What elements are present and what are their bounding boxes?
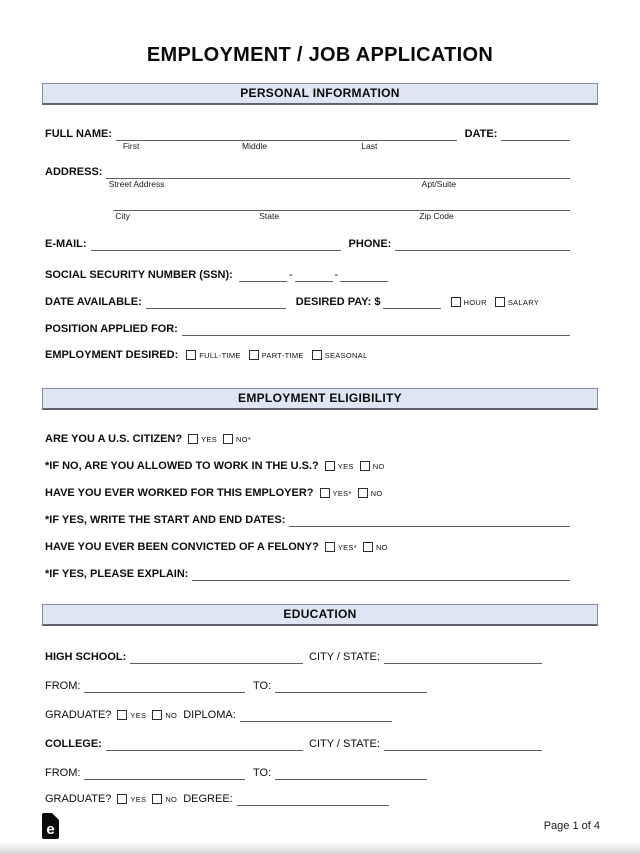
college-from-field-group — [45, 767, 245, 780]
middle-sublabel: Middle — [242, 141, 268, 151]
worked-yes-checkbox[interactable] — [320, 488, 330, 498]
hs-city-state-input-line[interactable] — [384, 651, 542, 664]
full-name-row — [45, 128, 570, 151]
zip-code-sublabel: Zip Code — [419, 211, 454, 221]
high-school-field-group — [45, 651, 303, 664]
full-name-input-line[interactable] — [116, 128, 457, 141]
date-input-line[interactable] — [501, 128, 570, 141]
ssn-dash-2: - — [334, 269, 339, 281]
salary-option — [495, 297, 539, 309]
date-available-pay-row — [45, 296, 570, 309]
us-citizen-question-label: ARE YOU A U.S. CITIZEN? — [45, 433, 183, 445]
allowed-yes-option — [325, 461, 354, 473]
allowed-no-option — [360, 461, 385, 473]
hs-to-label: TO: — [253, 680, 272, 692]
college-graduate-no-option — [152, 794, 177, 806]
college-graduate-no-label: NO — [165, 795, 178, 804]
full-time-option — [186, 350, 240, 362]
city-state-zip-field-group — [113, 198, 570, 221]
college-graduate-row — [45, 793, 570, 806]
desired-pay-input-line[interactable] — [383, 296, 441, 309]
high-school-input-line[interactable] — [130, 651, 303, 664]
date-label: DATE: — [464, 128, 498, 140]
hs-city-state-label: CITY / STATE: — [309, 651, 380, 663]
part-time-label: PART-TIME — [261, 351, 304, 360]
high-school-row — [45, 651, 570, 664]
ssn-part3-input-line[interactable] — [340, 269, 388, 282]
felony-question-label: HAVE YOU EVER BEEN CONVICTED OF A FELONY? — [45, 541, 319, 553]
phone-input-line[interactable] — [395, 238, 570, 251]
salary-label: SALARY — [507, 298, 540, 307]
full-time-checkbox[interactable] — [186, 350, 196, 360]
full-name-field-group — [116, 128, 457, 151]
personal-information-section — [0, 105, 640, 362]
felony-yes-label: YES* — [337, 543, 357, 552]
hs-from-input-line[interactable] — [84, 680, 245, 693]
college-graduate-label: GRADUATE? — [45, 793, 112, 805]
part-time-checkbox[interactable] — [249, 350, 259, 360]
citizen-yes-checkbox[interactable] — [188, 434, 198, 444]
page-title: EMPLOYMENT / JOB APPLICATION — [146, 44, 494, 66]
hs-from-label: FROM: — [45, 680, 81, 692]
college-row — [45, 738, 570, 751]
felony-explain-input-line[interactable] — [192, 568, 570, 581]
citizen-yes-option — [188, 434, 217, 446]
felony-no-option — [363, 542, 388, 554]
worked-for-employer-question-row — [45, 487, 570, 500]
education-section — [0, 626, 640, 806]
hs-graduate-yes-option — [117, 710, 146, 722]
high-school-graduate-row — [45, 709, 570, 722]
desired-pay-label: DESIRED PAY: $ — [295, 296, 381, 308]
eforms-logo-letter: e — [46, 821, 55, 838]
college-to-input-line[interactable] — [275, 767, 427, 780]
allowed-yes-checkbox[interactable] — [325, 461, 335, 471]
hs-from-field-group — [45, 680, 245, 693]
address-label: ADDRESS: — [45, 166, 103, 178]
employment-desired-label: EMPLOYMENT DESIRED: — [45, 349, 179, 361]
high-school-label: HIGH SCHOOL: — [45, 651, 127, 663]
start-end-dates-input-line[interactable] — [289, 514, 570, 527]
college-graduate-yes-checkbox[interactable] — [117, 794, 127, 804]
diploma-input-line[interactable] — [240, 709, 392, 722]
felony-yes-option — [325, 542, 357, 554]
worked-for-employer-question-label: HAVE YOU EVER WORKED FOR THIS EMPLOYER? — [45, 487, 314, 499]
citizen-no-label: NO* — [236, 435, 252, 444]
position-row — [45, 323, 570, 336]
seasonal-checkbox[interactable] — [312, 350, 322, 360]
felony-yes-checkbox[interactable] — [325, 542, 335, 552]
ssn-label: SOCIAL SECURITY NUMBER (SSN): — [45, 269, 233, 281]
hs-graduate-yes-label: YES — [130, 711, 147, 720]
salary-checkbox[interactable] — [495, 297, 505, 307]
part-time-option — [249, 350, 304, 362]
hs-graduate-no-checkbox[interactable] — [152, 710, 162, 720]
ssn-dash-1: - — [288, 269, 293, 281]
citizen-yes-label: YES — [201, 435, 218, 444]
college-from-input-line[interactable] — [84, 767, 245, 780]
ssn-part1-input-line[interactable] — [239, 269, 287, 282]
section-header-personal-information: PERSONAL INFORMATION — [42, 83, 598, 105]
allowed-yes-label: YES — [337, 462, 354, 471]
college-input-line[interactable] — [106, 738, 303, 751]
hour-option — [451, 297, 487, 309]
full-name-sublabels — [116, 141, 457, 151]
college-label: COLLEGE: — [45, 738, 102, 750]
worked-no-option — [358, 488, 383, 500]
ssn-row — [45, 269, 570, 282]
worked-yes-label: YES* — [332, 489, 352, 498]
start-end-dates-row — [45, 514, 570, 527]
hour-label: HOUR — [463, 298, 487, 307]
hour-checkbox[interactable] — [451, 297, 461, 307]
hs-graduate-yes-checkbox[interactable] — [117, 710, 127, 720]
apt-suite-sublabel: Apt/Suite — [421, 179, 457, 189]
hs-graduate-label: GRADUATE? — [45, 709, 112, 721]
start-end-dates-label: *IF YES, WRITE THE START AND END DATES: — [45, 514, 286, 526]
college-to-label: TO: — [253, 767, 272, 779]
college-graduate-no-checkbox[interactable] — [152, 794, 162, 804]
email-label: E-MAIL: — [45, 238, 87, 250]
diploma-label: DIPLOMA: — [183, 709, 236, 721]
college-graduate-yes-label: YES — [130, 795, 147, 804]
felony-explain-label: *IF YES, PLEASE EXPLAIN: — [45, 568, 189, 580]
page-footer — [42, 813, 600, 839]
felony-no-label: NO — [375, 543, 388, 552]
felony-no-checkbox[interactable] — [363, 542, 373, 552]
employment-eligibility-section — [0, 410, 640, 581]
worked-no-label: NO — [370, 489, 383, 498]
felony-question-row — [45, 541, 570, 554]
position-applied-label: POSITION APPLIED FOR: — [45, 323, 178, 335]
citizen-no-checkbox[interactable] — [223, 434, 233, 444]
position-applied-input-line[interactable] — [182, 323, 570, 336]
seasonal-option — [312, 350, 368, 362]
degree-input-line[interactable] — [237, 793, 389, 806]
hs-to-input-line[interactable] — [275, 680, 427, 693]
date-available-label: DATE AVAILABLE: — [45, 296, 142, 308]
email-phone-row — [45, 238, 570, 251]
college-city-state-input-line[interactable] — [384, 738, 542, 751]
first-sublabel: First — [122, 141, 140, 151]
full-time-label: FULL-TIME — [199, 351, 241, 360]
city-state-zip-sublabels — [113, 211, 570, 221]
allowed-to-work-question-row — [45, 460, 570, 473]
high-school-dates-row — [45, 680, 570, 693]
allowed-to-work-question-label: *IF NO, ARE YOU ALLOWED TO WORK IN THE U.S.? — [45, 460, 319, 472]
city-sublabel: City — [115, 211, 130, 221]
college-city-state-label: CITY / STATE: — [309, 738, 380, 750]
street-address-sublabel: Street Address — [108, 179, 165, 189]
address-row — [45, 166, 570, 189]
hs-graduate-no-option — [152, 710, 177, 722]
college-graduate-yes-option — [117, 794, 146, 806]
college-field-group — [45, 738, 303, 751]
state-sublabel: State — [259, 211, 280, 221]
full-name-label: FULL NAME: — [45, 128, 113, 140]
college-from-label: FROM: — [45, 767, 81, 779]
worked-no-checkbox[interactable] — [358, 488, 368, 498]
address-field-group — [106, 166, 570, 189]
ssn-part2-input-line[interactable] — [295, 269, 333, 282]
hs-graduate-no-label: NO — [165, 711, 178, 720]
phone-label: PHONE: — [348, 238, 392, 250]
email-input-line[interactable] — [91, 238, 341, 251]
worked-yes-option — [320, 488, 352, 500]
allowed-no-checkbox[interactable] — [360, 461, 370, 471]
seasonal-label: SEASONAL — [324, 351, 368, 360]
allowed-no-label: NO — [372, 462, 385, 471]
page-number: Page 1 of 4 — [543, 820, 600, 832]
date-available-input-line[interactable] — [146, 296, 286, 309]
us-citizen-question-row — [45, 433, 570, 446]
section-header-employment-eligibility: EMPLOYMENT ELIGIBILITY — [42, 388, 598, 410]
last-sublabel: Last — [361, 141, 378, 151]
citizen-no-option — [223, 434, 251, 446]
section-header-education: EDUCATION — [42, 604, 598, 626]
city-state-zip-row — [113, 198, 570, 221]
street-address-input-line[interactable] — [106, 166, 570, 179]
degree-label: DEGREE: — [183, 793, 233, 805]
eforms-logo-icon — [42, 813, 59, 839]
college-dates-row — [45, 767, 570, 780]
city-state-zip-input-line[interactable] — [113, 198, 570, 211]
employment-desired-row — [45, 349, 570, 362]
address-sublabels — [106, 179, 570, 189]
felony-explain-row — [45, 568, 570, 581]
